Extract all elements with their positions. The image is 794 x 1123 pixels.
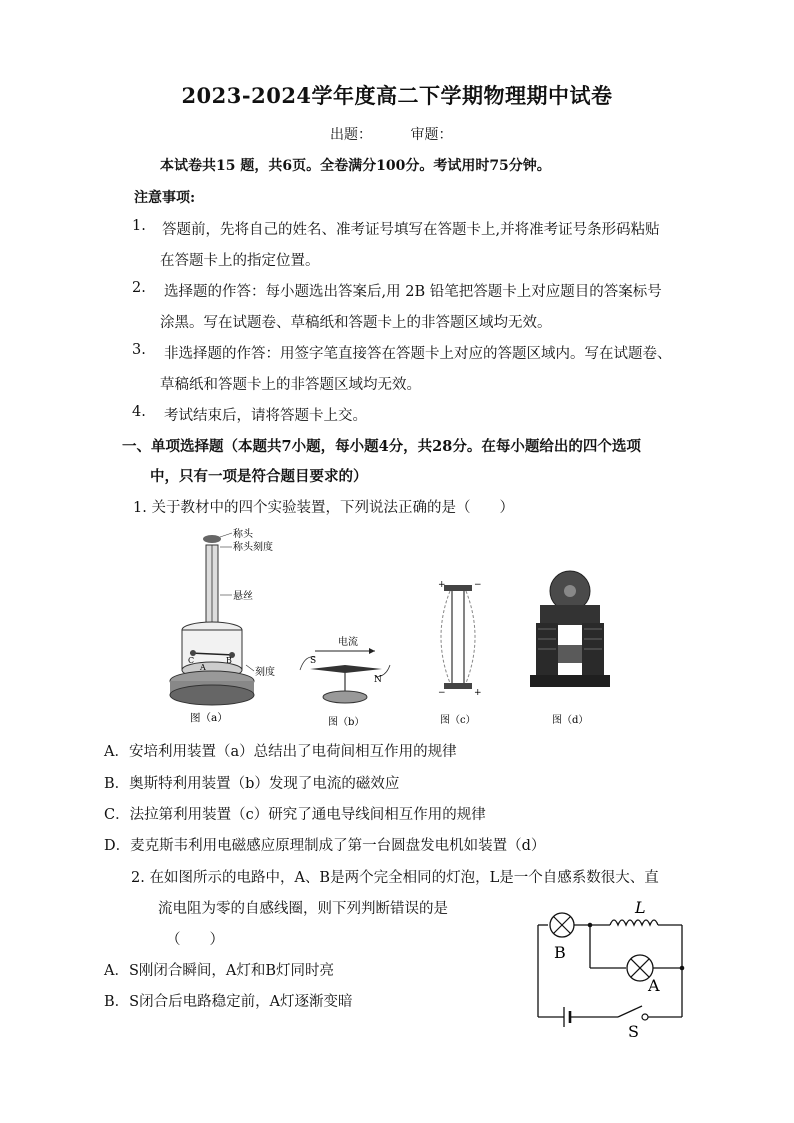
q2-option-b: B．S闭合后电路稳定前，A灯逐渐变暗 (104, 994, 353, 1010)
q1-option-c: C．法拉第利用装置（c）研究了通电导线间相互作用的规律 (104, 807, 486, 823)
notice-2-line1: 选择题的作答：每小题选出答案后,用 2B 铅笔把答题卡上对应题目的答案标号 (164, 284, 662, 300)
notice-2-line2: 涂黑。写在试题卷、草稿纸和答题卡上的非答题区域均无效。 (160, 315, 552, 331)
fig-a-caption: 图（a） (190, 712, 228, 724)
section-1-heading: 一、单项选择题（本题共7小题，每小题4分，共28分。在每小题给出的四个选项 (122, 438, 641, 455)
notice-3-line2: 草稿纸和答题卡上的非答题区域均无效。 (160, 377, 421, 393)
reviewer-label: 审题： (410, 127, 453, 143)
inductor-coil (610, 920, 658, 925)
figure-b-oersted (300, 635, 390, 728)
setter-reviewer-line (330, 124, 486, 144)
fig-a-wire-label: 悬丝 (233, 591, 253, 602)
q2-circuit-diagram (530, 895, 700, 1040)
figure-c-parallel-wires (438, 580, 482, 726)
fig-d-caption: 图（d） (552, 715, 589, 726)
svg-text:−: − (438, 688, 446, 698)
question-1-stem: 1. 关于教材中的四个实验装置，下列说法正确的是（ ） (133, 500, 514, 516)
fig-b-current-label: 电流 (338, 637, 358, 648)
fig-a-scale-label: 刻度 (255, 667, 275, 678)
notice-1-line2: 在答题卡上的指定位置。 (160, 253, 320, 269)
page-title: 2023-2024学年度高二下学期物理期中试卷 (181, 83, 613, 108)
fig-c-caption: 图（c） (440, 715, 476, 726)
q1-option-d: D．麦克斯韦利用电磁感应原理制成了第一台圆盘发电机如装置（d） (104, 838, 546, 854)
fig-a-ball-a: A (200, 663, 206, 672)
notice-2-number: 2. (132, 280, 146, 296)
question-2-answer-blank: （ ） (166, 932, 224, 948)
q1-option-a: A．安培利用装置（a）总结出了电荷间相互作用的规律 (104, 744, 457, 760)
notice-1-number: 1. (132, 218, 146, 234)
exam-summary: 本试卷共15 题，共6页。全卷满分100分。考试用时75分钟。 (160, 158, 551, 174)
switch-s (618, 1006, 642, 1017)
question-2-stem-line2: 流电阻为零的自感线圈，则下列判断错误的是 (158, 901, 448, 917)
setter-label: 出题： (330, 127, 372, 143)
notice-heading: 注意事项: (134, 190, 196, 206)
fig-b-s-label: S (310, 656, 317, 666)
notice-4-number: 4. (132, 404, 146, 420)
fig-a-head-label: 称头 (233, 529, 253, 540)
q2-option-a: A．S刚闭合瞬间，A灯和B灯同时亮 (104, 963, 335, 979)
figure-d-disc-generator (530, 571, 610, 726)
notice-3-line1: 非选择题的作答：用签字笔直接答在答题卡上对应的答题区域内。写在试题卷、 (164, 346, 672, 362)
lamp-b-label: B (554, 943, 566, 962)
notice-3-number: 3. (132, 342, 146, 358)
svg-text:+: + (438, 580, 446, 590)
section-1-heading-line2: 中，只有一项是符合题目要求的） (150, 468, 368, 485)
fig-a-head-scale-label: 称头刻度 (233, 542, 273, 553)
notice-1-line1: 答题前，先将自己的姓名、准考证号填写在答题卡上,并将准考证号条形码粘贴 (162, 222, 660, 238)
inductor-label: L (635, 898, 646, 917)
fig-b-n-label: N (374, 675, 382, 685)
figure-a-torsion-balance (170, 527, 275, 724)
fig-a-ball-c: C (188, 656, 195, 665)
svg-text:+: + (474, 688, 482, 698)
question-2-stem-line1: 2. 在如图所示的电路中，A、B是两个完全相同的灯泡，L是一个自感系数很大、直 (131, 870, 659, 886)
q1-option-b: B．奥斯特利用装置（b）发现了电流的磁效应 (104, 776, 400, 792)
q1-figures (160, 525, 640, 735)
lamp-a-label: A (648, 976, 660, 995)
fig-a-ball-b: B (226, 656, 232, 665)
switch-label: S (628, 1022, 639, 1040)
svg-text:−: − (474, 580, 482, 590)
fig-b-caption: 图（b） (328, 717, 365, 728)
notice-4-line1: 考试结束后，请将答题卡上交。 (164, 408, 367, 424)
